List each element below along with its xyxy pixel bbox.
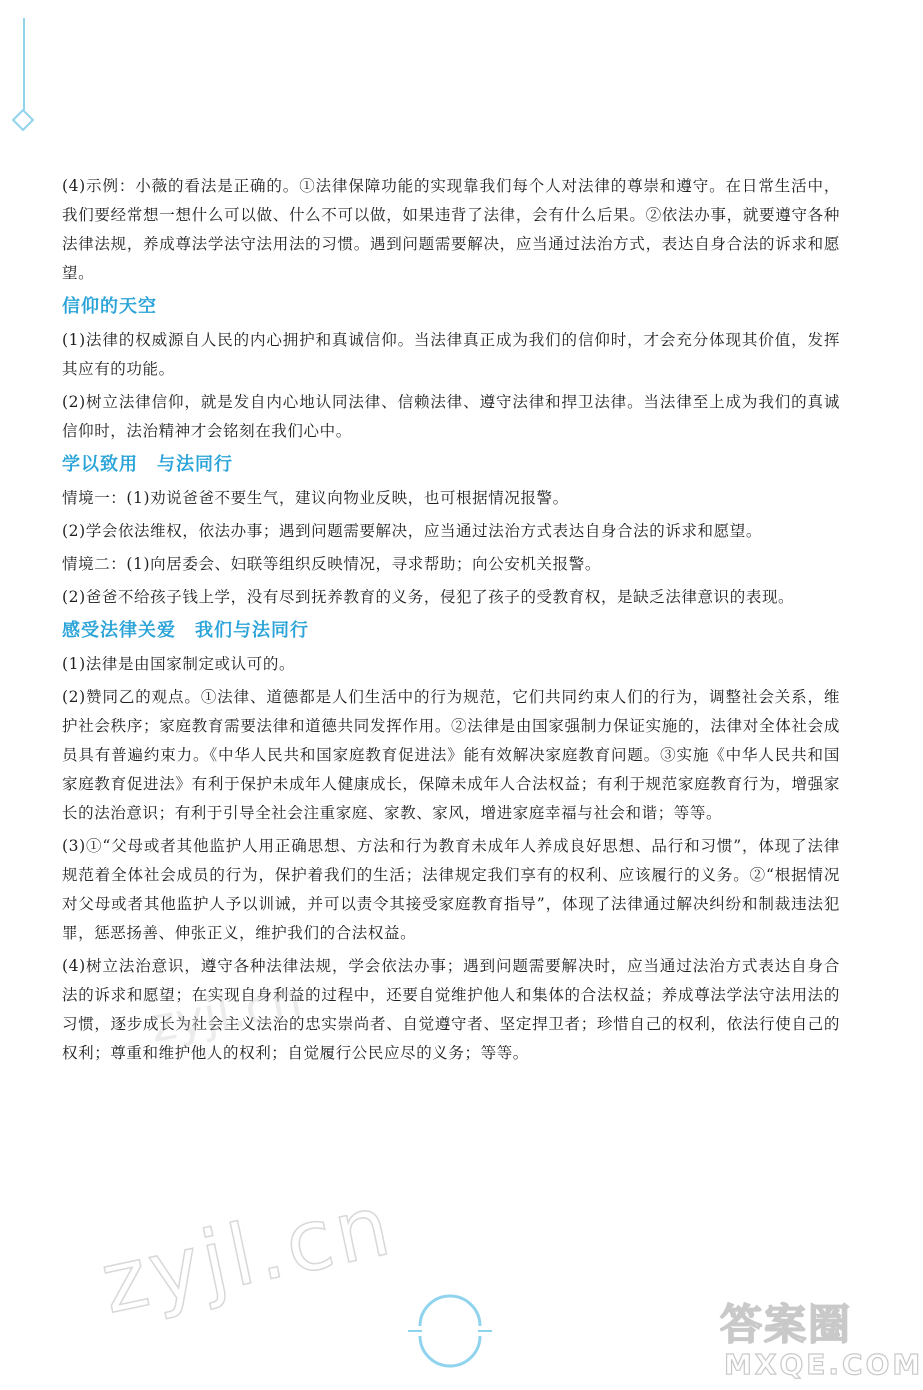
- paragraph-faith-1: (1)法律的权威源自人民的内心拥护和真诚信仰。当法律真正成为我们的信仰时，才会充分体现其价值，发挥其应有的功能。: [62, 331, 840, 378]
- answer-content: [62, 172, 840, 1072]
- logo-bottom-text: MXQE.COM: [724, 1348, 923, 1381]
- watermark-zyjl: zyjl.cn: [93, 1175, 402, 1333]
- paragraph-care-3: (3)①“父母或者其他监护人用正确思想、方法和行为教育未成年人养成良好思想、品行和习惯”，体现了法律规范着全体社会成员的行为，保护着我们的生活；法律规定我们享有的权利、应该履行的义务。②“根据情况对父母或者其他监护人予以训诫，并可以责令其接受家庭教育指导”，体现了法律通过解决纠纷和制裁违法犯罪，惩恶扬善、伸张正义，维护我们的合法权益。: [62, 837, 840, 942]
- paragraph-faith-2: (2)树立法律信仰，就是发自内心地认同法律、信赖法律、遵守法律和捍卫法律。当法律至上成为我们的真诚信仰时，法治精神才会铭刻在我们心中。: [62, 393, 840, 440]
- logo-top-text: 答案圈: [720, 1300, 853, 1349]
- paragraph-apply-1: 情境一：(1)劝说爸爸不要生气，建议向物业反映，也可根据情况报警。: [62, 489, 569, 507]
- section-heading-apply: 学以致用 与法同行: [62, 454, 233, 475]
- paragraph-apply-4: (2)爸爸不给孩子钱上学，没有尽到抚养教育的义务，侵犯了孩子的受教育权，是缺乏法律意识的表现。: [62, 588, 795, 606]
- section-heading-faith: 信仰的天空: [62, 296, 157, 317]
- diamond-icon: [12, 109, 35, 132]
- paragraph-care-1: (1)法律是由国家制定或认可的。: [62, 655, 296, 673]
- paragraph-apply-2: (2)学会依法维权，依法办事；遇到问题需要解决，应当通过法治方式表达自身合法的诉求和愿望。: [62, 522, 762, 540]
- mxqe-logo: [716, 1292, 923, 1384]
- paragraph-care-4: (4)树立法治意识，遵守各种法律法规，学会依法办事；遇到问题需要解决时，应当通过法治方式表达自身合法的诉求和愿望；在实现自身利益的过程中，还要自觉维护他人和集体的合法权益；养成尊法学法守法用法的习惯，逐步成长为社会主义法治的忠实崇尚者、自觉遵守者、坚定捍卫者；珍惜自己的权利，依法行使自己的权利；尊重和维护他人的权利；自觉履行公民应尽的义务；等等。: [62, 957, 840, 1062]
- decorative-line: [23, 18, 25, 110]
- footer-arc-ornament: [408, 1300, 492, 1362]
- paragraph-care-2: (2)赞同乙的观点。①法律、道德都是人们生活中的行为规范，它们共同约束人们的行为，调整社会关系，维护社会秩序；家庭教育需要法律和道德共同发挥作用。②法律是由国家强制力保证实施的，法律对全体社会成员具有普遍约束力。《中华人民共和国家庭教育促进法》能有效解决家庭教育问题。③实施《中华人民共和国家庭教育促进法》有利于保护未成年人健康成长，保障未成年人合法权益；有利于规范家庭教育行为，增强家长的法治意识；有利于引导全社会注重家庭、家教、家风，增进家庭幸福与社会和谐；等等。: [62, 688, 840, 822]
- paragraph-apply-3: 情境二：(1)向居委会、妇联等组织反映情况，寻求帮助；向公安机关报警。: [62, 555, 601, 573]
- section-heading-care: 感受法律关爱 我们与法同行: [62, 620, 309, 641]
- watermark-mid: zyjl.cn: [146, 972, 307, 1054]
- paragraph-intro: (4)示例：小薇的看法是正确的。①法律保障功能的实现靠我们每个人对法律的尊崇和遵守。在日常生活中，我们要经常想一想什么可以做、什么不可以做，如果违背了法律，会有什么后果。②依法办事，就要遵守各种法律法规，养成尊法学法守法用法的习惯。遇到问题需要解决，应当通过法治方式，表达自身合法的诉求和愿望。: [62, 177, 840, 282]
